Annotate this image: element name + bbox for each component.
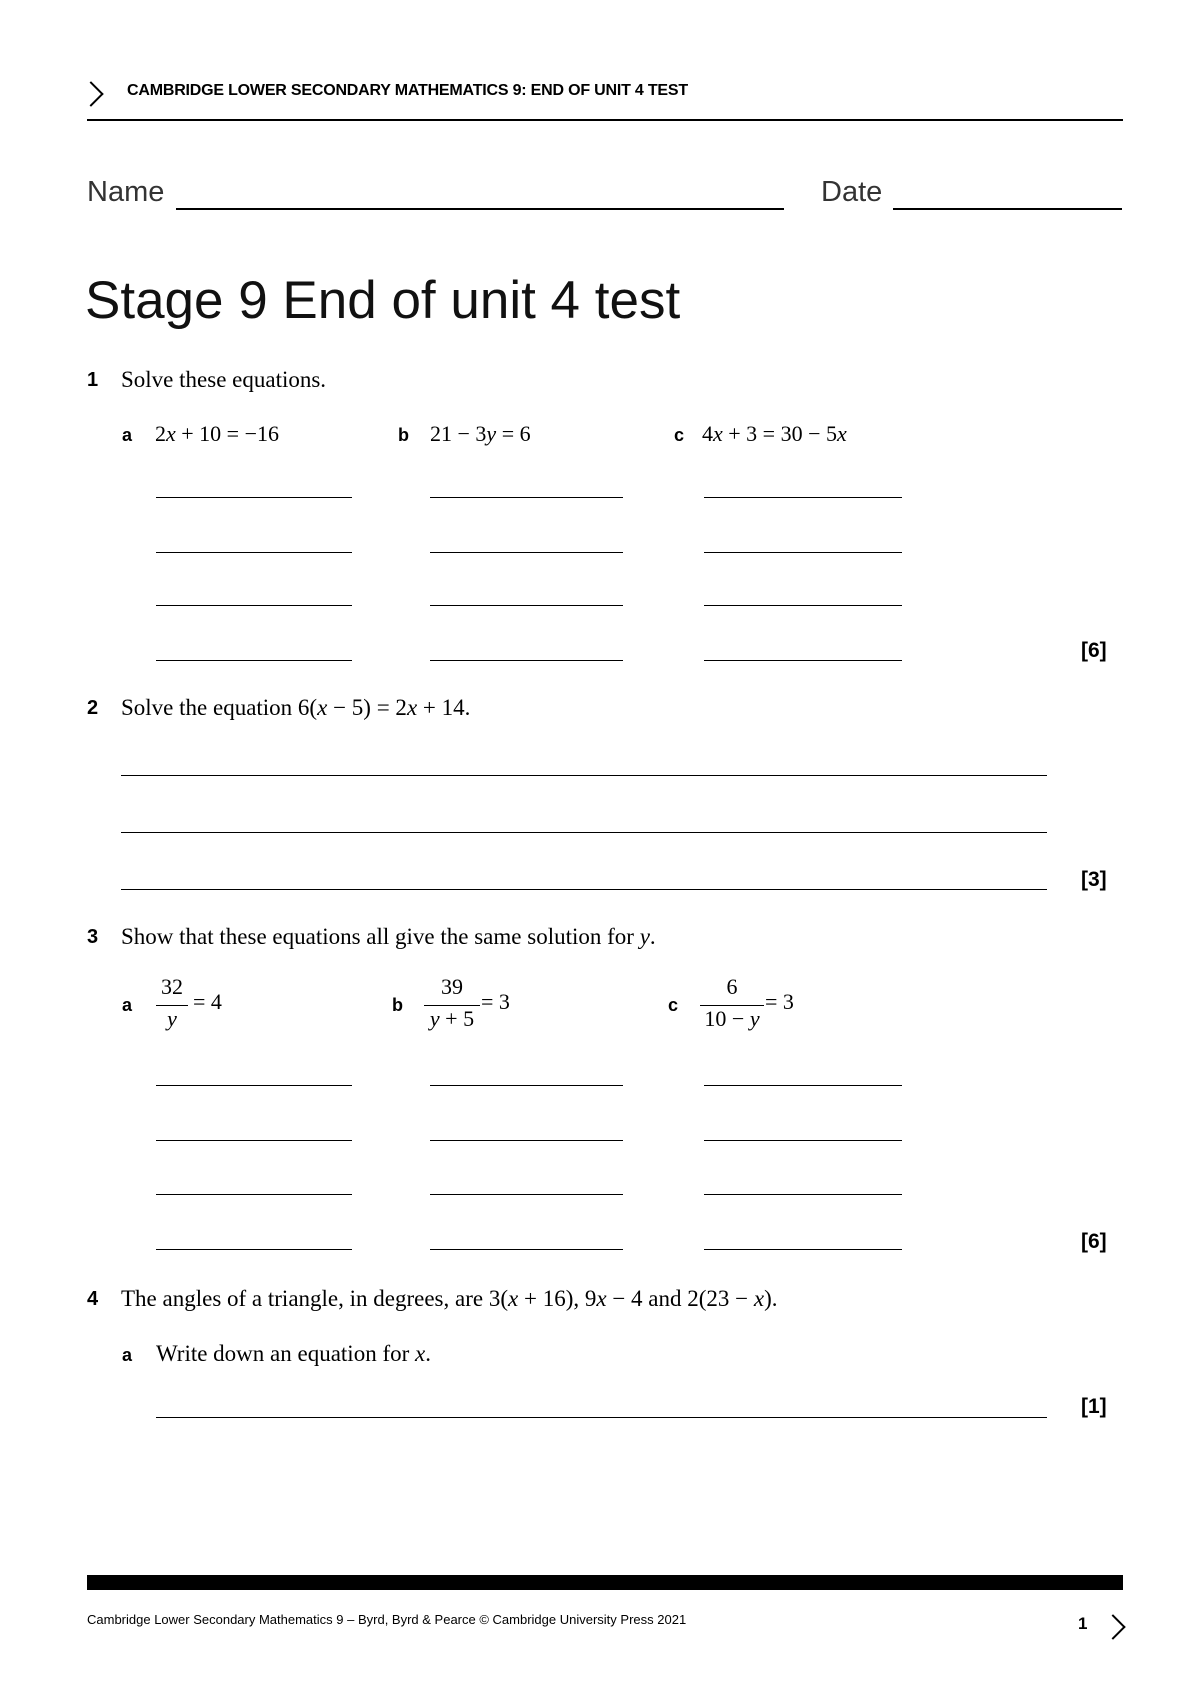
- part-label: a: [122, 1345, 133, 1365]
- numerator: 39: [441, 974, 463, 999]
- footer-bar: [87, 1575, 1123, 1590]
- fraction-equation: [152, 974, 252, 1034]
- equation: 2x + 10 = −16: [155, 421, 279, 446]
- question-text: Solve these equations.: [121, 367, 327, 392]
- question-text: Show that these equations all give the same solution for y.: [121, 924, 656, 949]
- answer-line[interactable]: [156, 497, 352, 498]
- marks: [6]: [1081, 639, 1107, 662]
- marks: [1]: [1081, 1395, 1107, 1418]
- marks: [6]: [1081, 1230, 1107, 1253]
- answer-line[interactable]: [156, 660, 352, 661]
- answer-line[interactable]: [156, 1417, 1047, 1418]
- chevron-right-icon: [78, 81, 103, 106]
- answer-line[interactable]: [156, 552, 352, 553]
- answer-line[interactable]: [430, 497, 623, 498]
- question-text: Solve the equation 6(x − 5) = 2x + 14.: [121, 695, 471, 720]
- answer-line[interactable]: [156, 1194, 352, 1195]
- answer-line[interactable]: [704, 605, 902, 606]
- name-input-line[interactable]: [176, 208, 784, 210]
- answer-line[interactable]: [704, 1249, 902, 1250]
- answer-line[interactable]: [704, 552, 902, 553]
- answer-line[interactable]: [430, 605, 623, 606]
- equation: 4x + 3 = 30 − 5x: [702, 421, 847, 446]
- answer-line[interactable]: [156, 605, 352, 606]
- numerator: 32: [161, 974, 183, 999]
- header-rule: [87, 119, 1123, 121]
- fraction-equation: [700, 974, 830, 1034]
- part-label: a: [122, 425, 133, 445]
- part-label: b: [392, 995, 403, 1015]
- right-hand-side: = 3: [481, 989, 510, 1014]
- answer-line[interactable]: [156, 1140, 352, 1141]
- part-label: b: [398, 425, 409, 445]
- question-number: 4: [87, 1288, 99, 1310]
- equation: 21 − 3y = 6: [430, 421, 531, 446]
- answer-line[interactable]: [430, 660, 623, 661]
- fraction-equation: [424, 974, 544, 1034]
- denominator: y: [167, 1006, 177, 1031]
- footer-citation: Cambridge Lower Secondary Mathematics 9 – Byrd, Byrd & Pearce © Cambridge University Press 2021: [87, 1612, 687, 1627]
- answer-line[interactable]: [704, 1140, 902, 1141]
- denominator: 10 − y: [704, 1006, 760, 1031]
- numerator: 6: [726, 974, 738, 999]
- part-label: c: [674, 425, 685, 445]
- question-number: 1: [87, 369, 99, 391]
- marks: [3]: [1081, 868, 1107, 891]
- running-header: CAMBRIDGE LOWER SECONDARY MATHEMATICS 9: END OF UNIT 4 TEST: [127, 82, 688, 99]
- answer-line[interactable]: [121, 889, 1047, 890]
- answer-line[interactable]: [430, 1140, 623, 1141]
- chevron-right-icon: [1100, 1614, 1125, 1639]
- right-hand-side: = 4: [193, 989, 222, 1014]
- question-number: 3: [87, 926, 99, 948]
- question-number: 2: [87, 697, 99, 719]
- answer-line[interactable]: [156, 1085, 352, 1086]
- answer-line[interactable]: [430, 1085, 623, 1086]
- date-label: Date: [821, 176, 883, 208]
- page-number: 1: [1078, 1614, 1088, 1633]
- date-input-line[interactable]: [893, 208, 1122, 210]
- answer-line[interactable]: [430, 552, 623, 553]
- part-label: c: [668, 995, 679, 1015]
- answer-line[interactable]: [121, 775, 1047, 776]
- answer-line[interactable]: [121, 832, 1047, 833]
- question-text: Write down an equation for x.: [156, 1341, 431, 1366]
- answer-line[interactable]: [156, 1249, 352, 1250]
- answer-line[interactable]: [704, 1085, 902, 1086]
- answer-line[interactable]: [430, 1249, 623, 1250]
- question-text: The angles of a triangle, in degrees, are 3(x + 16), 9x − 4 and 2(23 − x).: [121, 1286, 778, 1311]
- answer-line[interactable]: [704, 1194, 902, 1195]
- denominator: y + 5: [429, 1006, 475, 1031]
- page-title: Stage 9 End of unit 4 test: [85, 271, 681, 330]
- part-label: a: [122, 995, 133, 1015]
- answer-line[interactable]: [704, 660, 902, 661]
- right-hand-side: = 3: [765, 989, 794, 1014]
- answer-line[interactable]: [430, 1194, 623, 1195]
- answer-line[interactable]: [704, 497, 902, 498]
- name-label: Name: [87, 176, 165, 208]
